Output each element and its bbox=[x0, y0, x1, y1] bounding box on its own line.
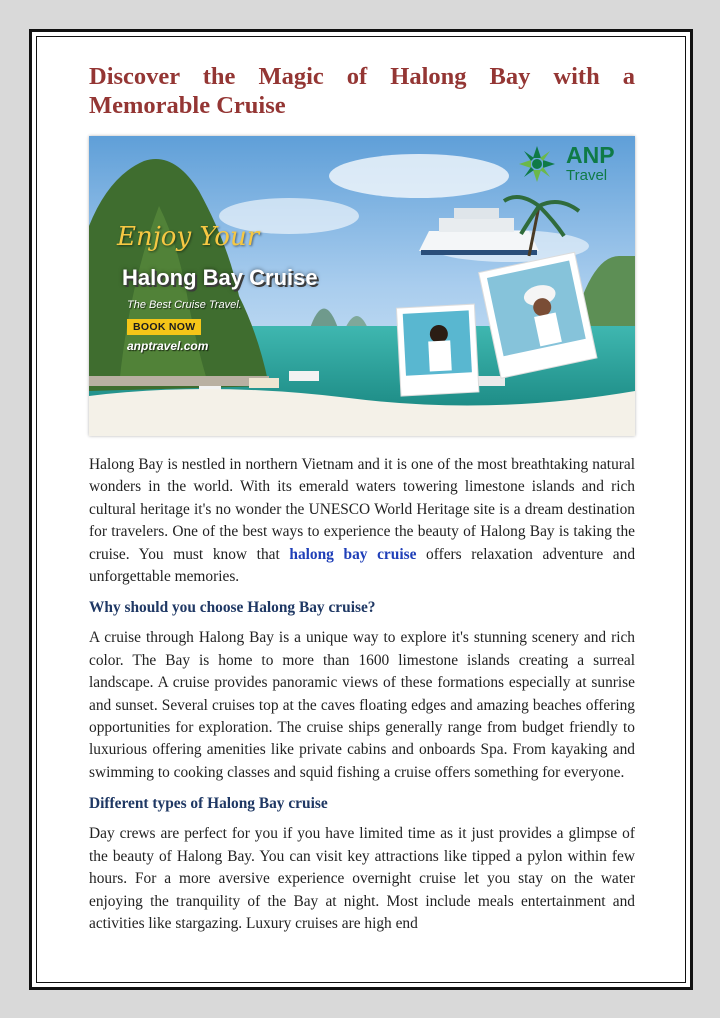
section-heading-why: Why should you choose Halong Bay cruise? bbox=[89, 599, 376, 617]
banner-tagline: The Best Cruise Travel. bbox=[127, 299, 242, 311]
banner-script-headline: Enjoy Your bbox=[117, 222, 260, 252]
page-content bbox=[89, 62, 635, 935]
section-types-paragraph: Day crews are perfect for you if you have limited time as it just provides a glimpse of the beauty of Halong Bay. You can visit key attractions like tipped a pylon within few hours. For a more aversive experience overnight cruise let you stay on the water enjoying the tranquility of the Bay at night. Most include meals entertainment and activities like stargazing. Luxury cruises are high end bbox=[89, 825, 635, 932]
brand-logo-text bbox=[566, 144, 615, 183]
intro-text-after: offers relaxation adventure and unforgettable memories. bbox=[89, 545, 636, 586]
section-heading-types: Different types of Halong Bay cruise bbox=[89, 795, 328, 813]
halong-bay-cruise-link[interactable]: halong bay cruise bbox=[289, 545, 417, 563]
intro-paragraph bbox=[89, 454, 635, 588]
section-why-paragraph: A cruise through Halong Bay is a unique way to explore it's stunning scenery and rich color. The Bay is home to more than 1600 limestone islands creating a surreal landscape. A cruise provides panoramic views of these formations especially at sunrise and sunset. Several cruises top at the caves floating edges and amazing beaches offering opportunities for exploration. The cruise ships generally range from budget friendly to luxurious offering amenities like private cabins and onboards Spa. From kayaking and swimming to cooking classes and squid fishing a cruise offers something for everyone. bbox=[89, 629, 635, 781]
banner-image bbox=[89, 136, 635, 436]
anp-logo-icon bbox=[519, 146, 555, 182]
page-title: Discover the Magic of Halong Bay with a Memorable Cruise bbox=[89, 63, 635, 119]
brand-sub: Travel bbox=[566, 167, 608, 184]
book-now-button[interactable]: BOOK NOW bbox=[127, 319, 201, 335]
brand-name: ANP bbox=[566, 142, 615, 168]
intro-text-before: Halong Bay is nestled in northern Vietnam and it is one of the most breathtaking natural wonders in the world. With its emerald waters towering limestone islands and rich cultural heritage it's no wonder the UNESCO World Heritage site is a dream destination for travelers. One of the best ways to experience the beauty of Halong Bay is taking the cruise. You must know that bbox=[89, 456, 635, 563]
banner-website: anptravel.com bbox=[127, 339, 209, 353]
banner-headline: Halong Bay Cruise bbox=[122, 265, 318, 290]
page-frame bbox=[29, 29, 693, 990]
